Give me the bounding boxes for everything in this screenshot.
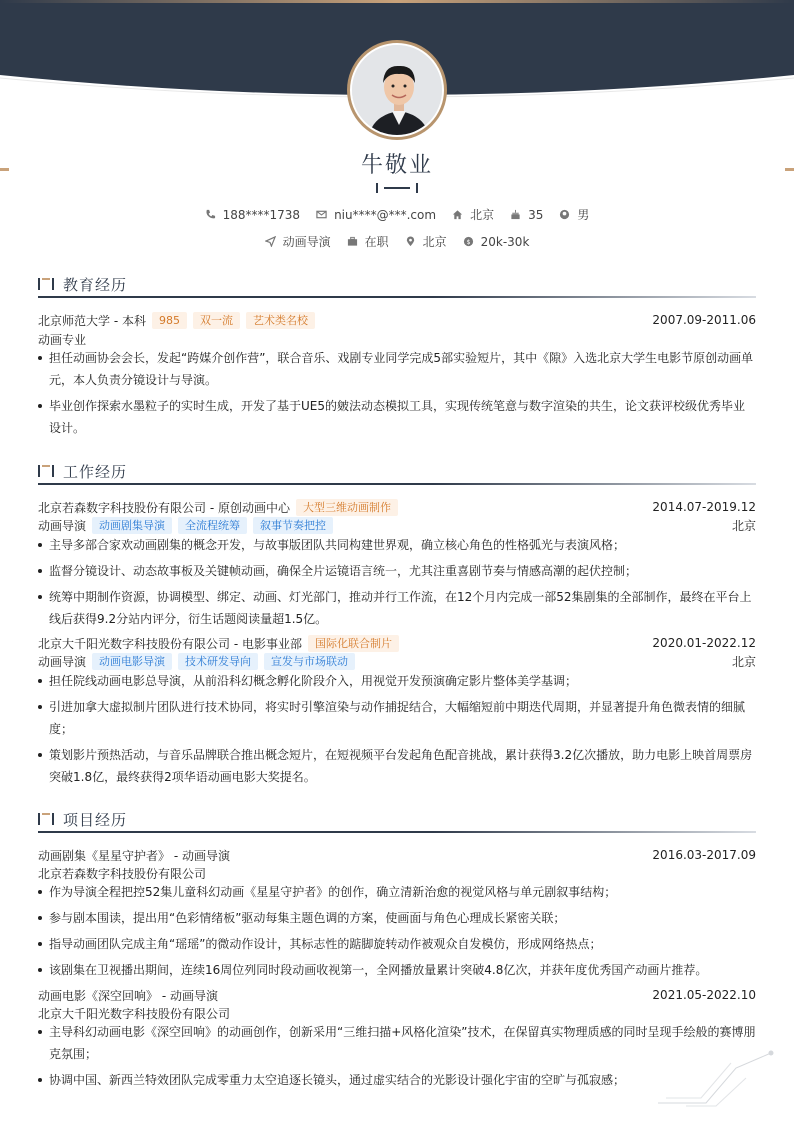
age: 35 [510, 208, 543, 222]
company-tag: 大型三维动画制作 [296, 499, 398, 516]
role-tag: 叙事节奏把控 [253, 517, 333, 534]
work-section-title: 工作经历 [38, 457, 756, 487]
avatar [347, 40, 447, 140]
work-role: 动画导演 动画剧集导演 全流程统筹 叙事节奏把控 北京 [38, 518, 756, 533]
work-header: 北京若森数字科技股份有限公司 - 原创动画中心 大型三维动画制作 2014.07-2019.12 [38, 500, 756, 515]
project-header: 动画电影《深空回响》 - 动画导演 2021.05-2022.10 [38, 988, 756, 1003]
role-tag: 技术研发导向 [178, 653, 258, 670]
project-bullets [38, 1021, 756, 1095]
list-item: 统筹中期制作资源，协调模型、绑定、动画、灯光部门，推动并行工作流，在12个月内完成一部52集剧集的全部制作，最终在平台上线后获得9.2分站内评分，衍生话题阅读量超1.5亿。 [38, 586, 756, 630]
list-item: 作为导演全程把控52集儿童科幻动画《星星守护者》的创作，确立清新治愈的视觉风格与单元剧叙事结构； [38, 881, 756, 903]
cake-icon [510, 209, 521, 220]
section-marker-icon [38, 278, 54, 290]
role-tag: 宣发与市场联动 [264, 653, 355, 670]
work-bullets [38, 670, 756, 792]
education-date: 2007.09-2011.06 [652, 313, 756, 327]
candidate-name: 牛敬业 [360, 153, 433, 178]
work-location: 北京 [731, 518, 756, 533]
money-icon [463, 236, 474, 247]
work-date: 2014.07-2019.12 [652, 500, 756, 514]
edu-tag: 双一流 [193, 312, 240, 329]
list-item: 该剧集在卫视播出期间，连续16周位列同时段动画收视第一，全网播放量累计突破4.8亿次，并获年度优秀国产动画片推荐。 [38, 959, 756, 981]
phone-icon [205, 209, 216, 220]
job-status: 在职 [347, 233, 389, 250]
send-icon [265, 236, 276, 247]
role-tag: 全流程统筹 [178, 517, 247, 534]
gender: 男 [559, 206, 589, 223]
list-item: 担任动画协会会长，发起“跨媒介创作营”，联合音乐、戏剧专业同学完成5部实验短片，其中《隙》入选北京大学生电影节原创动画单元，本人负责分镜设计与导演。 [38, 347, 756, 391]
job-intent-row [0, 233, 794, 250]
list-item: 主导多部合家欢动画剧集的概念开发，与故事版团队共同构建世界观，确立核心角色的性格弧光与表演风格； [38, 534, 756, 556]
project-company: 北京若森数字科技股份有限公司 [38, 866, 207, 881]
target-job: 动画导演 [265, 233, 331, 250]
role-tag: 动画电影导演 [92, 653, 172, 670]
list-item: 协调中国、新西兰特效团队完成零重力太空追逐长镜头，通过虚实结合的光影设计强化宇宙的空旷与孤寂感； [38, 1069, 756, 1091]
project-section-title: 项目经历 [38, 805, 756, 835]
role-tag: 动画剧集导演 [92, 517, 172, 534]
company-tag: 国际化联合制片 [308, 635, 399, 652]
mail-icon [316, 209, 327, 220]
portrait-image [352, 45, 444, 137]
list-item: 主导科幻动画电影《深空回响》的动画创作，创新采用“三维扫描+风格化渲染”技术，在保留真实物理质感的同时呈现手绘般的赛博朋克氛围； [38, 1021, 756, 1065]
contact-row [0, 206, 794, 223]
salary: $ 20k-30k [463, 235, 530, 249]
section-marker-icon [38, 813, 54, 825]
list-item: 参与剧本围读，提出用“色彩情绪板”驱动每集主题色调的方案，使画面与角色心理成长紧密关联； [38, 907, 756, 929]
work-location: 北京 [731, 654, 756, 669]
education-header: 北京师范大学 - 本科 985 双一流 艺术类名校 2007.09-2011.06 [38, 313, 756, 328]
project-company: 北京大千阳光数字科技股份有限公司 [38, 1006, 231, 1021]
project-date: 2016.03-2017.09 [652, 848, 756, 862]
list-item: 引进加拿大虚拟制片团队进行技术协同，将实时引擎渲染与动作捕捉结合，大幅缩短前中期迭代周期，并显著提升角色微表情的细腻度； [38, 696, 756, 740]
work-header: 北京大千阳光数字科技股份有限公司 - 电影事业部 国际化联合制片 2020.01-2022.12 [38, 636, 756, 651]
email: niu****@***.com [316, 208, 436, 222]
list-item: 毕业创作探索水墨粒子的实时生成，开发了基于UE5的皴法动态模拟工具，实现传统笔意与数字渲染的共生，论文获评校级优秀毕业设计。 [38, 395, 756, 439]
gender-icon [559, 209, 570, 220]
phone: 188****1738 [205, 208, 300, 222]
list-item: 监督分镜设计、动态故事板及关键帧动画，确保全片运镜语言统一，尤其注重喜剧节奏与情感高潮的起伏控制； [38, 560, 756, 582]
education-section-title: 教育经历 [38, 270, 756, 300]
section-marker-icon [38, 465, 54, 477]
target-city: 北京 [405, 233, 447, 250]
list-item: 担任院线动画电影总导演，从前沿科幻概念孵化阶段介入，用视觉开发预演确定影片整体美学基调； [38, 670, 756, 692]
list-item: 策划影片预热活动，与音乐品牌联合推出概念短片，在短视频平台发起角色配音挑战，累计获得3.2亿次播放，助力电影上映首周票房突破1.8亿，最终获得2项华语动画电影大奖提名。 [38, 744, 756, 788]
name-divider [376, 183, 418, 193]
education-major: 动画专业 [38, 332, 87, 347]
home-icon [452, 209, 463, 220]
location-pin-icon [405, 236, 416, 247]
edu-tag: 985 [152, 312, 187, 329]
edu-tag: 艺术类名校 [246, 312, 315, 329]
project-header: 动画剧集《星星守护者》 - 动画导演 2016.03-2017.09 [38, 848, 756, 863]
corner-decoration [656, 1048, 776, 1108]
list-item: 指导动画团队完成主角“瑶瑶”的微动作设计，其标志性的踮脚旋转动作被观众自发模仿，形成网络热点； [38, 933, 756, 955]
project-date: 2021.05-2022.10 [652, 988, 756, 1002]
education-bullets [38, 347, 756, 443]
work-role: 动画导演 动画电影导演 技术研发导向 宣发与市场联动 北京 [38, 654, 756, 669]
work-date: 2020.01-2022.12 [652, 636, 756, 650]
city: 北京 [452, 206, 494, 223]
svg-text:$: $ [466, 237, 471, 246]
work-bullets [38, 534, 756, 634]
project-bullets [38, 881, 756, 985]
briefcase-icon [347, 236, 358, 247]
